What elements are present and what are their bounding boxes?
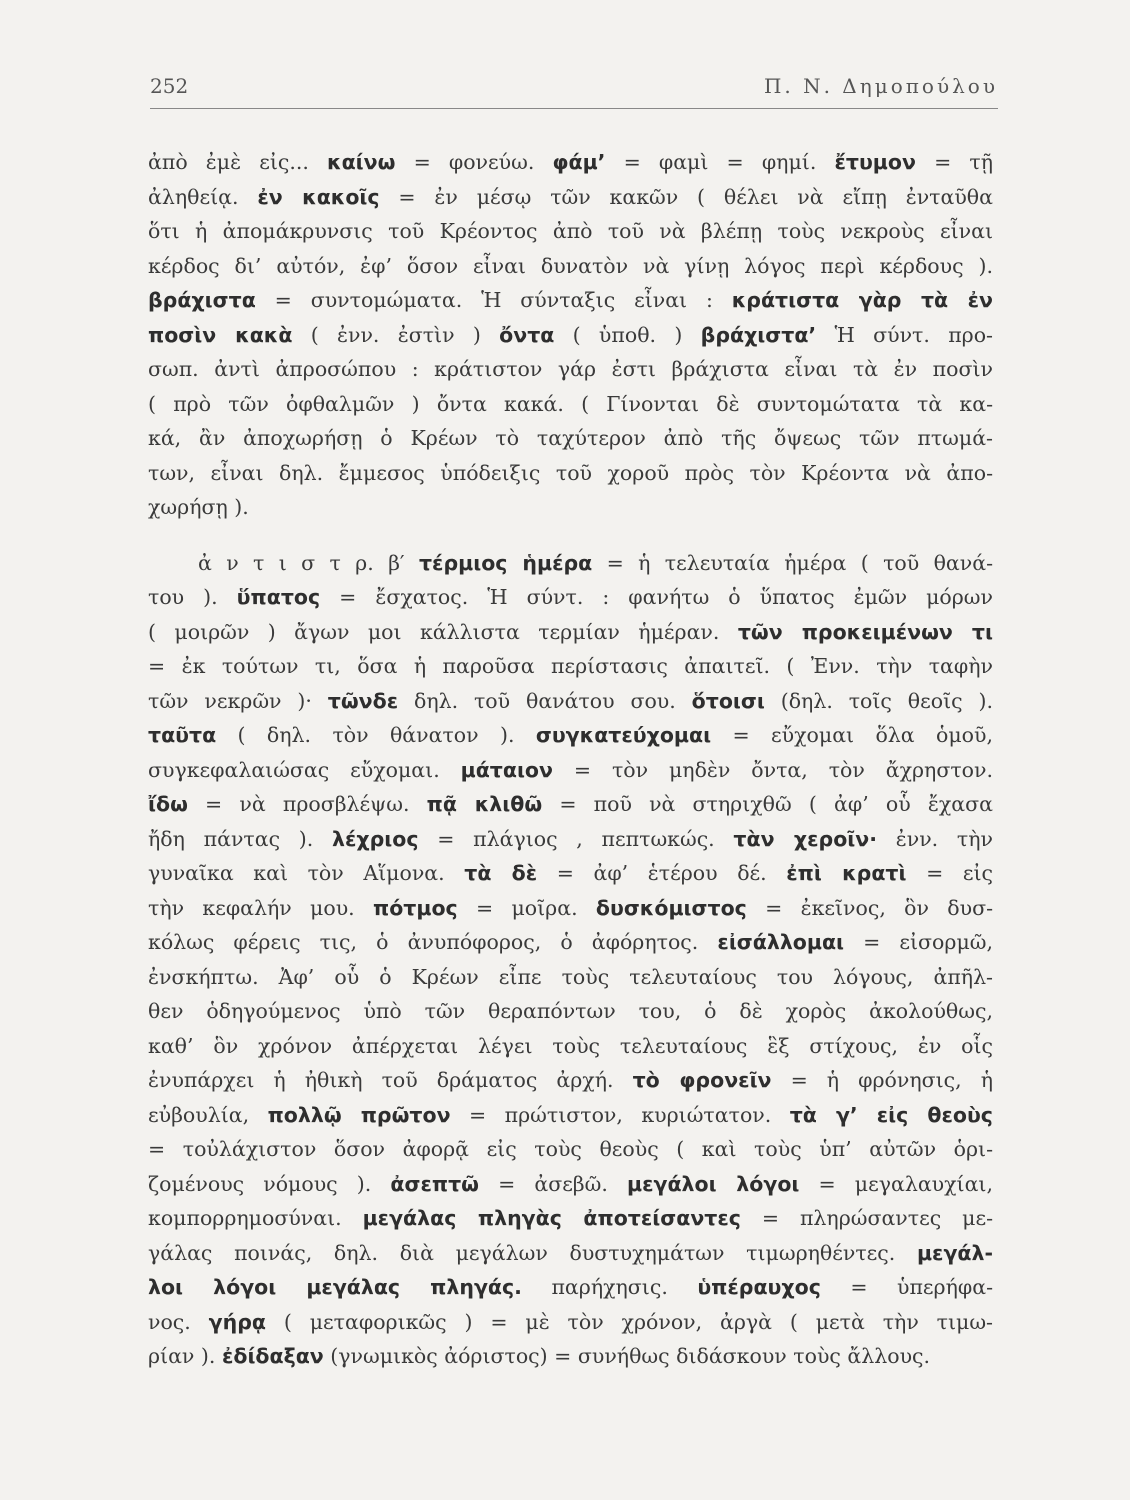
- text-line: [148, 649, 993, 684]
- gloss-text: των, εἶναι δηλ. ἔμμεσος ὑπόδειξις τοῦ χοροῦ πρὸς τὸν Κρέοντα νὰ ἀπο-: [148, 460, 993, 485]
- gloss-text: = ἐκεῖνος, ὃν δυσ-: [746, 895, 993, 920]
- gloss-text: τῶν νεκρῶν )·: [148, 688, 328, 713]
- lemma-term: συγκατεύχομαι: [535, 723, 712, 747]
- text-line: [148, 546, 993, 581]
- lemma-term: μάταιον: [460, 757, 553, 782]
- lemma-term: τὰ γ’ εἰς θεοὺς: [789, 1102, 993, 1127]
- text-line: [148, 421, 993, 456]
- gloss-text: κά, ἂν ἀποχωρήσῃ ὁ Κρέων τὸ ταχύτερον ἀπὸ τῆς ὄψεως τῶν πτωμά-: [148, 426, 993, 450]
- gloss-text: = μεγαλαυχίαι,: [799, 1171, 993, 1196]
- lemma-term: μεγάλ-: [916, 1240, 993, 1265]
- lemma-term: ἀσεπτῶ: [390, 1171, 479, 1196]
- text-line: [148, 318, 993, 353]
- gloss-text: χωρήσῃ ).: [148, 495, 249, 519]
- lemma-term: κράτιστα γὰρ τὰ ἐν: [731, 288, 993, 312]
- gloss-text: = ὑπερήφα-: [820, 1275, 993, 1299]
- gloss-text: = ἀφ’ ἑτέρου δέ.: [537, 861, 787, 885]
- gloss-text: κόλως φέρεις τις, ὁ ἀνυπόφορος, ὁ ἀφόρητος.: [148, 930, 718, 954]
- text-line: [148, 1098, 993, 1133]
- gloss-text: Ἡ σύντ. προ-: [816, 322, 993, 347]
- text-line: [148, 1236, 993, 1271]
- lemma-term: τῶνδε: [327, 688, 399, 713]
- lemma-term: ποσὶν κακὰ: [148, 322, 293, 347]
- text-line: [148, 1029, 993, 1064]
- text-line: [148, 490, 993, 525]
- gloss-text: = εὔχομαι ὅλα ὁμοῦ,: [711, 723, 993, 747]
- gloss-text: γυναῖκα καὶ τὸν Αἵμονα.: [148, 861, 465, 885]
- gloss-text: παρήχησις.: [521, 1275, 698, 1299]
- gloss-text: ἐνυπάρχει ἡ ἠθικὴ τοῦ δράματος ἀρχή.: [148, 1068, 633, 1092]
- lemma-term: λοι λόγοι μεγάλας πληγάς.: [148, 1275, 522, 1299]
- gloss-text: ἀληθείᾳ.: [148, 184, 258, 209]
- gloss-text: = τῇ: [915, 150, 993, 174]
- lemma-term: ἐπὶ κρατὶ: [786, 861, 907, 885]
- gloss-text: = εἰσορμῶ,: [844, 930, 993, 954]
- gloss-text: ( μεταφορικῶς ) = μὲ τὸν χρόνον, ἀργὰ ( μετὰ τὴν τιμω-: [266, 1309, 993, 1334]
- gloss-text: (γνωμικὸς ἀόριστος) = συνήθως διδάσκουν τοὺς ἄλλους.: [323, 1344, 931, 1368]
- gloss-text: = ἡ τελευταία ἡμέρα ( τοῦ θανά-: [592, 550, 993, 575]
- text-line: [148, 891, 993, 926]
- gloss-text: = νὰ προσβλέψω.: [187, 792, 427, 816]
- lemma-term: ὄντα: [499, 322, 555, 347]
- text-line: [148, 1305, 993, 1340]
- lemma-term: ὑπέραυχος: [697, 1275, 821, 1299]
- text-line: [148, 822, 993, 857]
- text-line: [148, 856, 993, 891]
- gloss-text: = ἐν μέσῳ τῶν κακῶν ( θέλει νὰ εἴπῃ ἐνταῦθα: [379, 184, 993, 209]
- gloss-text: = πλάγιος , πεπτωκώς.: [418, 826, 734, 851]
- lemma-term: βράχιστα: [148, 288, 256, 312]
- lemma-term: ἴδω: [148, 792, 188, 816]
- lemma-term: πολλῷ πρῶτον: [267, 1102, 451, 1127]
- gloss-text: θεν ὁδηγούμενος ὑπὸ τῶν θεραπόντων του, ὁ δὲ χορὸς ἀκολούθως,: [148, 999, 993, 1023]
- gloss-text: ζομένους νόμους ).: [148, 1171, 391, 1196]
- lemma-term: πότμος: [373, 895, 458, 920]
- gloss-text: νος.: [148, 1309, 209, 1334]
- text-line: [148, 580, 993, 615]
- text-line: [148, 994, 993, 1029]
- lemma-term: μεγάλοι λόγοι: [627, 1171, 800, 1196]
- gloss-text: κέρδος δι’ αὐτόν, ἐφ’ ὅσον εἶναι δυνατὸν νὰ γίνῃ λόγος περὶ κέρδους ).: [148, 253, 993, 278]
- lemma-term: τὸ φρονεῖν: [632, 1068, 772, 1092]
- gloss-text: ἐνσκήπτω. Ἀφ’ οὗ ὁ Κρέων εἶπε τοὺς τελευταίους του λόγους, ἀπῆλ-: [148, 964, 993, 989]
- text-line: [148, 1339, 993, 1374]
- text-line: [148, 387, 993, 422]
- commentary-text: [148, 145, 993, 1374]
- gloss-text: = ἡ φρόνησις, ἡ: [771, 1068, 993, 1092]
- gloss-text: ρίαν ).: [148, 1344, 222, 1368]
- gloss-text: = μοῖρα.: [457, 895, 596, 920]
- lemma-term: ἐν κακοῖς: [257, 184, 380, 209]
- gloss-text: καθ’ ὃν χρόνον ἀπέρχεται λέγει τοὺς τελευταίους ἓξ στίχους, ἐν οἷς: [148, 1033, 993, 1058]
- lemma-term: ὕπατος: [236, 585, 321, 609]
- text-line: [148, 145, 993, 180]
- text-line: [148, 925, 993, 960]
- lemma-term: πᾷ κλιθῶ: [426, 792, 543, 816]
- lemma-term: τῶν προκειμένων τι: [737, 619, 993, 644]
- text-line: [148, 1167, 993, 1202]
- text-line: [148, 960, 993, 995]
- gloss-text: ( ὑποθ. ): [554, 322, 701, 347]
- text-line: [148, 283, 993, 318]
- lemma-term: ὅτοισι: [691, 688, 765, 713]
- gloss-text: = φαμὶ = φημί.: [605, 150, 835, 174]
- text-line: [148, 180, 993, 215]
- gloss-text: ἐνν. τὴν: [877, 826, 993, 851]
- gloss-text: εὐβουλία,: [148, 1102, 268, 1127]
- lemma-term: λέχριος: [332, 826, 419, 851]
- gloss-text: = ἐκ τούτων τι, ὅσα ἡ παροῦσα περίστασις ἀπαιτεῖ. ( Ἐνν. τὴν ταφὴν: [148, 654, 993, 678]
- lemma-term: βράχιστα’: [700, 322, 817, 347]
- lemma-term: εἰσάλλομαι: [717, 930, 845, 954]
- lemma-term: μεγάλας πληγὰς ἀποτείσαντες: [362, 1206, 741, 1230]
- text-line: [148, 718, 993, 753]
- lemma-term: τέρμιος ἡμέρα: [418, 550, 593, 575]
- text-line: [148, 1132, 993, 1167]
- gloss-text: = συντομώματα. Ἡ σύνταξις εἶναι :: [255, 288, 732, 312]
- gloss-text: δηλ. τοῦ θανάτου σου.: [398, 688, 692, 713]
- page-number: 252: [150, 74, 189, 98]
- gloss-text: ἤδη πάντας ).: [148, 826, 333, 851]
- gloss-text: συγκεφαλαιώσας εὔχομαι.: [148, 757, 461, 782]
- gloss-text: ( μοιρῶν ) ἄγων μοι κάλλιστα τερμίαν ἡμέραν.: [148, 619, 738, 644]
- running-head: Π. Ν. Δημοπούλου: [763, 74, 998, 98]
- gloss-text: = τὸν μηδὲν ὄντα, τὸν ἄχρηστον.: [552, 757, 993, 782]
- lemma-term: ἐδίδαξαν: [221, 1344, 324, 1368]
- lemma-term: ἔτυμον: [834, 150, 916, 174]
- gloss-text: ( πρὸ τῶν ὀφθαλμῶν ) ὄντα κακά. ( Γίνονται δὲ συντομώτατα τὰ κα-: [148, 391, 993, 416]
- gloss-text: = ἀσεβῶ.: [478, 1171, 627, 1196]
- text-line: [148, 1270, 993, 1305]
- gloss-text: = πρώτιστον, κυριώτατον.: [450, 1102, 790, 1127]
- page-header: [150, 74, 998, 114]
- lemma-term: τὰ δὲ: [464, 861, 538, 885]
- lemma-term: ταῦτα: [148, 723, 217, 747]
- text-line: [148, 456, 993, 491]
- gloss-text: του ).: [148, 585, 237, 609]
- gloss-text: γάλας ποινάς, δηλ. διὰ μεγάλων δυστυχημάτων τιμωρηθέντες.: [148, 1240, 917, 1265]
- lemma-term: φάμ’: [552, 150, 606, 174]
- header-rule: [150, 108, 998, 109]
- gloss-text: ἀ ν τ ι σ τ ρ. β′: [198, 550, 419, 575]
- gloss-text: = ἔσχατος. Ἡ σύντ. : φανήτω ὁ ὕπατος ἐμῶν μόρων: [320, 585, 993, 609]
- text-line: [148, 352, 993, 387]
- text-line: [148, 1063, 993, 1098]
- gloss-text: = τοὐλάχιστον ὅσον ἀφορᾷ εἰς τοὺς θεοὺς ( καὶ τοὺς ὑπ’ αὐτῶν ὁρι-: [148, 1137, 993, 1161]
- text-line: [148, 753, 993, 788]
- text-line: [148, 214, 993, 249]
- lemma-term: καίνω: [327, 150, 396, 174]
- gloss-text: = ποῦ νὰ στηριχθῶ ( ἀφ’ οὗ ἔχασα: [542, 792, 993, 816]
- gloss-text: ὅτι ἡ ἀπομάκρυνσις τοῦ Κρέοντος ἀπὸ τοῦ νὰ βλέπῃ τοὺς νεκροὺς εἶναι: [148, 219, 993, 243]
- gloss-text: = φονεύω.: [395, 150, 553, 174]
- lemma-term: τὰν χεροῖν·: [733, 826, 878, 851]
- gloss-text: = εἰς: [906, 861, 993, 885]
- lemma-term: γήρᾳ: [208, 1309, 266, 1334]
- gloss-text: ( ἐνν. ἐστὶν ): [292, 322, 500, 347]
- gloss-text: κομπορρημοσύναι.: [148, 1206, 363, 1230]
- text-line: [148, 249, 993, 284]
- text-line: [148, 615, 993, 650]
- gloss-text: = πληρώσαντες με-: [740, 1206, 993, 1230]
- gloss-text: (δηλ. τοῖς θεοῖς ).: [764, 688, 993, 713]
- gloss-text: ( δηλ. τὸν θάνατον ).: [216, 723, 536, 747]
- lemma-term: δυσκόμιστος: [595, 895, 747, 920]
- text-line: [148, 684, 993, 719]
- text-line: [148, 1201, 993, 1236]
- gloss-text: τὴν κεφαλήν μου.: [148, 895, 373, 920]
- gloss-text: ἀπὸ ἐμὲ εἰς...: [148, 150, 328, 174]
- gloss-text: σωπ. ἀντὶ ἀπροσώπου : κράτιστον γάρ ἐστι βράχιστα εἶναι τὰ ἐν ποσὶν: [148, 357, 993, 381]
- text-line: [148, 787, 993, 822]
